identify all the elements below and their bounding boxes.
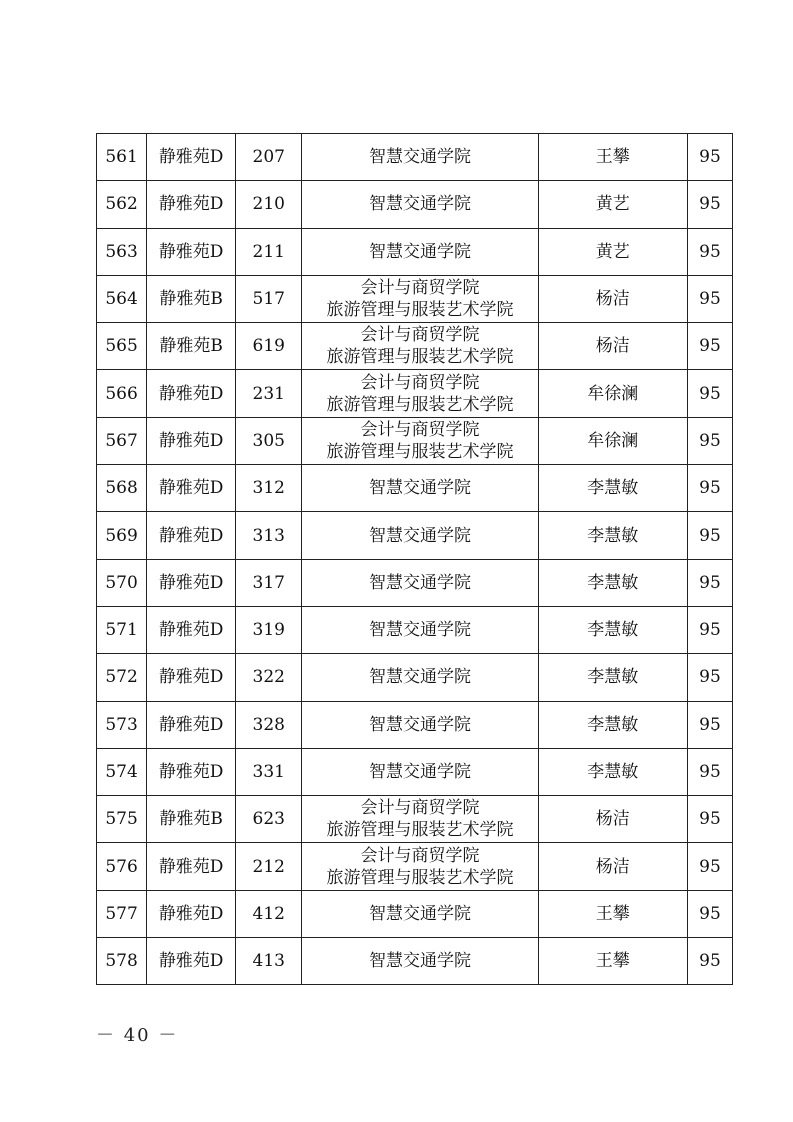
- score-cell: 95: [687, 417, 732, 464]
- college-cell: [302, 512, 538, 559]
- table-body: [97, 134, 733, 985]
- row-number-cell: 566: [97, 370, 147, 417]
- room-number-cell: 517: [236, 275, 302, 322]
- room-number-cell: 211: [236, 228, 302, 275]
- college-name-line: 会计与商贸学院: [360, 419, 480, 440]
- table-row: [97, 796, 733, 843]
- college-cell: [302, 606, 538, 653]
- college-name-line: 旅游管理与服装艺术学院: [326, 820, 514, 841]
- college-name-line: 智慧交通学院: [368, 903, 471, 924]
- room-number-cell: 207: [236, 134, 302, 181]
- room-number-cell: 317: [236, 559, 302, 606]
- building-cell: 静雅苑D: [147, 134, 236, 181]
- inspector-name-cell: 黄艺: [538, 228, 687, 275]
- table-row: [97, 181, 733, 228]
- room-number-cell: 305: [236, 417, 302, 464]
- college-name-line: 会计与商贸学院: [360, 845, 480, 866]
- row-number-cell: 564: [97, 275, 147, 322]
- score-cell: 95: [687, 370, 732, 417]
- table-row: [97, 748, 733, 795]
- room-number-cell: 319: [236, 606, 302, 653]
- score-cell: 95: [687, 701, 732, 748]
- building-cell: 静雅苑D: [147, 559, 236, 606]
- inspector-name-cell: 李慧敏: [538, 701, 687, 748]
- building-cell: 静雅苑B: [147, 275, 236, 322]
- row-number-cell: 575: [97, 796, 147, 843]
- college-cell: [302, 370, 538, 417]
- score-cell: 95: [687, 465, 732, 512]
- row-number-cell: 577: [97, 890, 147, 937]
- table-row: [97, 417, 733, 464]
- score-cell: 95: [687, 181, 732, 228]
- college-cell: [302, 228, 538, 275]
- college-name-line: 智慧交通学院: [368, 714, 471, 735]
- room-number-cell: 412: [236, 890, 302, 937]
- college-name-line: 智慧交通学院: [368, 572, 471, 593]
- inspector-name-cell: 牟徐澜: [538, 417, 687, 464]
- room-number-cell: 313: [236, 512, 302, 559]
- score-cell: 95: [687, 228, 732, 275]
- inspector-name-cell: 王攀: [538, 134, 687, 181]
- row-number-cell: 572: [97, 654, 147, 701]
- inspector-name-cell: 杨洁: [538, 323, 687, 370]
- row-number-cell: 567: [97, 417, 147, 464]
- college-cell: [302, 323, 538, 370]
- college-cell: [302, 890, 538, 937]
- score-cell: 95: [687, 275, 732, 322]
- inspector-name-cell: 杨洁: [538, 843, 687, 890]
- college-name-line: 旅游管理与服装艺术学院: [326, 347, 514, 368]
- inspector-name-cell: 李慧敏: [538, 606, 687, 653]
- building-cell: 静雅苑D: [147, 843, 236, 890]
- room-number-cell: 619: [236, 323, 302, 370]
- college-name-line: 旅游管理与服装艺术学院: [326, 300, 514, 321]
- inspector-name-cell: 李慧敏: [538, 512, 687, 559]
- score-cell: 95: [687, 559, 732, 606]
- room-number-cell: 331: [236, 748, 302, 795]
- table-row: [97, 323, 733, 370]
- score-cell: 95: [687, 654, 732, 701]
- building-cell: 静雅苑D: [147, 748, 236, 795]
- inspector-name-cell: 杨洁: [538, 796, 687, 843]
- college-name-line: 智慧交通学院: [368, 667, 471, 688]
- college-name-line: 智慧交通学院: [368, 478, 471, 499]
- college-cell: [302, 654, 538, 701]
- row-number-cell: 571: [97, 606, 147, 653]
- college-name-line: 智慧交通学院: [368, 762, 471, 782]
- college-cell: [302, 417, 538, 464]
- room-number-cell: 212: [236, 843, 302, 890]
- college-name-line: 智慧交通学院: [368, 620, 471, 641]
- building-cell: 静雅苑D: [147, 701, 236, 748]
- room-number-cell: 623: [236, 796, 302, 843]
- table-row: [97, 134, 733, 181]
- table-row: [97, 559, 733, 606]
- room-number-cell: 210: [236, 181, 302, 228]
- table-row: [97, 512, 733, 559]
- building-cell: 静雅苑B: [147, 323, 236, 370]
- college-name-line: 智慧交通学院: [368, 525, 471, 546]
- room-number-cell: 322: [236, 654, 302, 701]
- inspector-name-cell: 牟徐澜: [538, 370, 687, 417]
- building-cell: 静雅苑D: [147, 228, 236, 275]
- row-number-cell: 573: [97, 701, 147, 748]
- building-cell: 静雅苑D: [147, 417, 236, 464]
- table-row: [97, 843, 733, 890]
- dormitory-score-table: [96, 133, 733, 985]
- building-cell: 静雅苑D: [147, 181, 236, 228]
- building-cell: 静雅苑B: [147, 796, 236, 843]
- row-number-cell: 578: [97, 938, 147, 985]
- score-cell: 95: [687, 512, 732, 559]
- college-name-line: 旅游管理与服装艺术学院: [326, 394, 514, 415]
- college-name-line: 智慧交通学院: [368, 241, 471, 262]
- inspector-name-cell: 王攀: [538, 890, 687, 937]
- college-cell: [302, 181, 538, 228]
- college-name-line: 会计与商贸学院: [360, 372, 480, 393]
- row-number-cell: 562: [97, 181, 147, 228]
- table-row: [97, 890, 733, 937]
- table-row: [97, 370, 733, 417]
- table-row: [97, 465, 733, 512]
- table-row: [97, 228, 733, 275]
- row-number-cell: 574: [97, 748, 147, 795]
- table-row: [97, 606, 733, 653]
- room-number-cell: 413: [236, 938, 302, 985]
- building-cell: 静雅苑D: [147, 512, 236, 559]
- inspector-name-cell: 李慧敏: [538, 559, 687, 606]
- row-number-cell: 569: [97, 512, 147, 559]
- college-cell: [302, 796, 538, 843]
- college-cell: [302, 938, 538, 985]
- college-name-line: 旅游管理与服装艺术学院: [326, 441, 514, 462]
- table-row: [97, 938, 733, 985]
- row-number-cell: 568: [97, 465, 147, 512]
- college-name-line: 旅游管理与服装艺术学院: [326, 867, 514, 888]
- row-number-cell: 576: [97, 843, 147, 890]
- score-cell: 95: [687, 843, 732, 890]
- room-number-cell: 328: [236, 701, 302, 748]
- score-cell: 95: [687, 323, 732, 370]
- score-cell: 95: [687, 796, 732, 843]
- inspector-name-cell: 王攀: [538, 938, 687, 985]
- college-name-line: 智慧交通学院: [368, 194, 471, 215]
- college-name-line: 智慧交通学院: [368, 951, 471, 972]
- building-cell: 静雅苑D: [147, 654, 236, 701]
- college-cell: [302, 465, 538, 512]
- inspector-name-cell: 李慧敏: [538, 748, 687, 795]
- inspector-name-cell: 杨洁: [538, 275, 687, 322]
- college-cell: [302, 275, 538, 322]
- building-cell: 静雅苑D: [147, 938, 236, 985]
- college-cell: [302, 701, 538, 748]
- row-number-cell: 570: [97, 559, 147, 606]
- room-number-cell: 312: [236, 465, 302, 512]
- college-name-line: 智慧交通学院: [368, 147, 471, 168]
- row-number-cell: 563: [97, 228, 147, 275]
- college-cell: [302, 134, 538, 181]
- building-cell: 静雅苑D: [147, 465, 236, 512]
- college-cell: [302, 559, 538, 606]
- college-name-line: 会计与商贸学院: [360, 278, 480, 299]
- score-cell: 95: [687, 606, 732, 653]
- inspector-name-cell: 黄艺: [538, 181, 687, 228]
- inspector-name-cell: 李慧敏: [538, 465, 687, 512]
- table-row: [97, 654, 733, 701]
- row-number-cell: 561: [97, 134, 147, 181]
- page-number: － 40 －: [96, 1025, 179, 1046]
- inspector-name-cell: 李慧敏: [538, 654, 687, 701]
- score-cell: 95: [687, 938, 732, 985]
- college-name-line: 会计与商贸学院: [360, 325, 480, 346]
- room-number-cell: 231: [236, 370, 302, 417]
- table-row: [97, 275, 733, 322]
- college-cell: [302, 843, 538, 890]
- score-cell: 95: [687, 134, 732, 181]
- building-cell: 静雅苑D: [147, 890, 236, 937]
- building-cell: 静雅苑D: [147, 606, 236, 653]
- table-row: [97, 701, 733, 748]
- score-cell: 95: [687, 890, 732, 937]
- building-cell: 静雅苑D: [147, 370, 236, 417]
- row-number-cell: 565: [97, 323, 147, 370]
- college-name-line: 会计与商贸学院: [360, 798, 480, 819]
- college-cell: [302, 748, 538, 795]
- score-cell: 95: [687, 748, 732, 795]
